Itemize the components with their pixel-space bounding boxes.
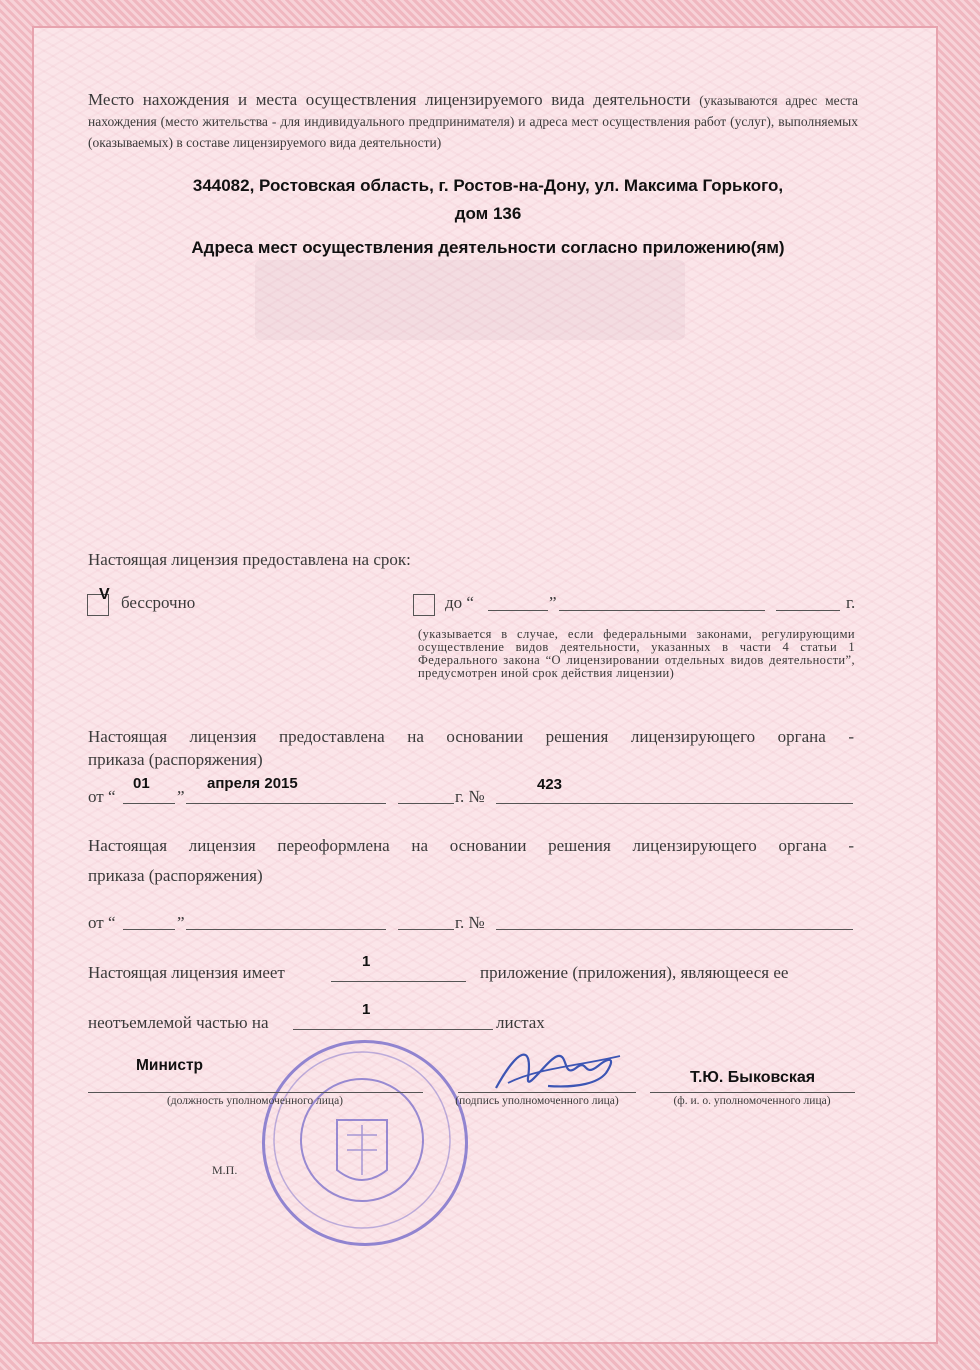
header-note: (указываются адрес места нахождения (место жительства - для индивидуального предпринимателя) и адреса мест осуществления работ (услуг), выполняемых (оказываемых) в составе лицензируемого вида деятельности) bbox=[88, 93, 858, 150]
appendix-text-2b: листах bbox=[496, 1013, 545, 1032]
signature-line bbox=[458, 1092, 636, 1093]
granted-day: 01 bbox=[133, 775, 150, 792]
granted-number-label: г. № bbox=[455, 787, 485, 806]
appendix-text-2a: неотъемлемой частью на bbox=[88, 1013, 269, 1032]
granted-number: 423 bbox=[537, 776, 563, 793]
granted-from: от “ bbox=[88, 787, 116, 806]
appendix-count: 1 bbox=[362, 953, 371, 970]
ghost-watermark bbox=[255, 260, 685, 340]
term-note: (указывается в случае, если федеральными законами, регулирующими осуществление видов деятельности, указанных в части 4 статьи 1 Федерального закона “О лицензировании отдельных видов деятельности”, предусмотрен иной срок действия лицензии) bbox=[418, 627, 855, 680]
caption-position: (должность уполномоченного лица) bbox=[166, 1095, 344, 1107]
reissued-number-line bbox=[496, 929, 853, 930]
header-text bbox=[88, 90, 858, 153]
appendix-sheets-line bbox=[293, 1029, 493, 1030]
reissued-quote-close: ” bbox=[177, 913, 185, 932]
granted-number-line bbox=[496, 803, 853, 804]
reissued-text-1: Настоящая лицензия переоформлена на основании решения лицензирующего органа - bbox=[88, 836, 854, 855]
name-line bbox=[650, 1092, 855, 1093]
granted-text-2: приказа (распоряжения) bbox=[88, 750, 263, 769]
indefinite-label: бессрочно bbox=[121, 593, 196, 612]
address-line-1: 344082, Ростовская область, г. Ростов-на-Дону, ул. Максима Горького, bbox=[192, 176, 784, 195]
granted-day-line bbox=[123, 803, 175, 804]
reissued-year-line bbox=[398, 929, 454, 930]
address-line-3: Адреса мест осуществления деятельности согласно приложению(ям) bbox=[191, 238, 785, 257]
reissued-day-line bbox=[123, 929, 175, 930]
granted-year-line bbox=[398, 803, 454, 804]
caption-name: (ф. и. о. уполномоченного лица) bbox=[673, 1095, 831, 1107]
until-year-line bbox=[776, 610, 840, 611]
position-line bbox=[88, 1092, 423, 1093]
handwritten-signature bbox=[488, 1038, 628, 1098]
seal-place-mark: М.П. bbox=[212, 1163, 238, 1177]
until-year-suffix: г. bbox=[846, 593, 856, 612]
reissued-month-line bbox=[186, 929, 386, 930]
reissued-from: от “ bbox=[88, 913, 116, 932]
signer-position: Министр bbox=[136, 1057, 204, 1074]
appendix-sheets: 1 bbox=[362, 1001, 371, 1018]
until-quote-close: ” bbox=[549, 593, 557, 612]
appendix-text-1a: Настоящая лицензия имеет bbox=[88, 963, 285, 982]
until-checkbox[interactable] bbox=[413, 594, 435, 616]
until-day-line bbox=[488, 610, 548, 611]
granted-month-line bbox=[186, 803, 386, 804]
check-mark: V bbox=[99, 586, 110, 603]
granted-quote-close: ” bbox=[177, 787, 185, 806]
term-intro: Настоящая лицензия предоставлена на срок: bbox=[88, 550, 411, 569]
address-line-2: дом 136 bbox=[454, 204, 522, 223]
until-month-line bbox=[559, 610, 765, 611]
caption-signature: (подпись уполномоченного лица) bbox=[455, 1095, 619, 1107]
granted-month-year: апреля 2015 bbox=[207, 775, 298, 792]
address-block bbox=[88, 172, 888, 262]
granted-text-1: Настоящая лицензия предоставлена на основании решения лицензирующего органа - bbox=[88, 727, 854, 746]
until-label: до “ bbox=[445, 593, 474, 612]
seal-emblem-icon bbox=[262, 1040, 462, 1240]
appendix-count-line bbox=[331, 981, 466, 982]
appendix-text-1b: приложение (приложения), являющееся ее bbox=[480, 963, 789, 982]
reissued-text-2: приказа (распоряжения) bbox=[88, 866, 263, 885]
reissued-number-label: г. № bbox=[455, 913, 485, 932]
header-main: Место нахождения и места осуществления лицензируемого вида деятельности bbox=[88, 90, 691, 109]
signer-name: Т.Ю. Быковская bbox=[690, 1069, 816, 1086]
